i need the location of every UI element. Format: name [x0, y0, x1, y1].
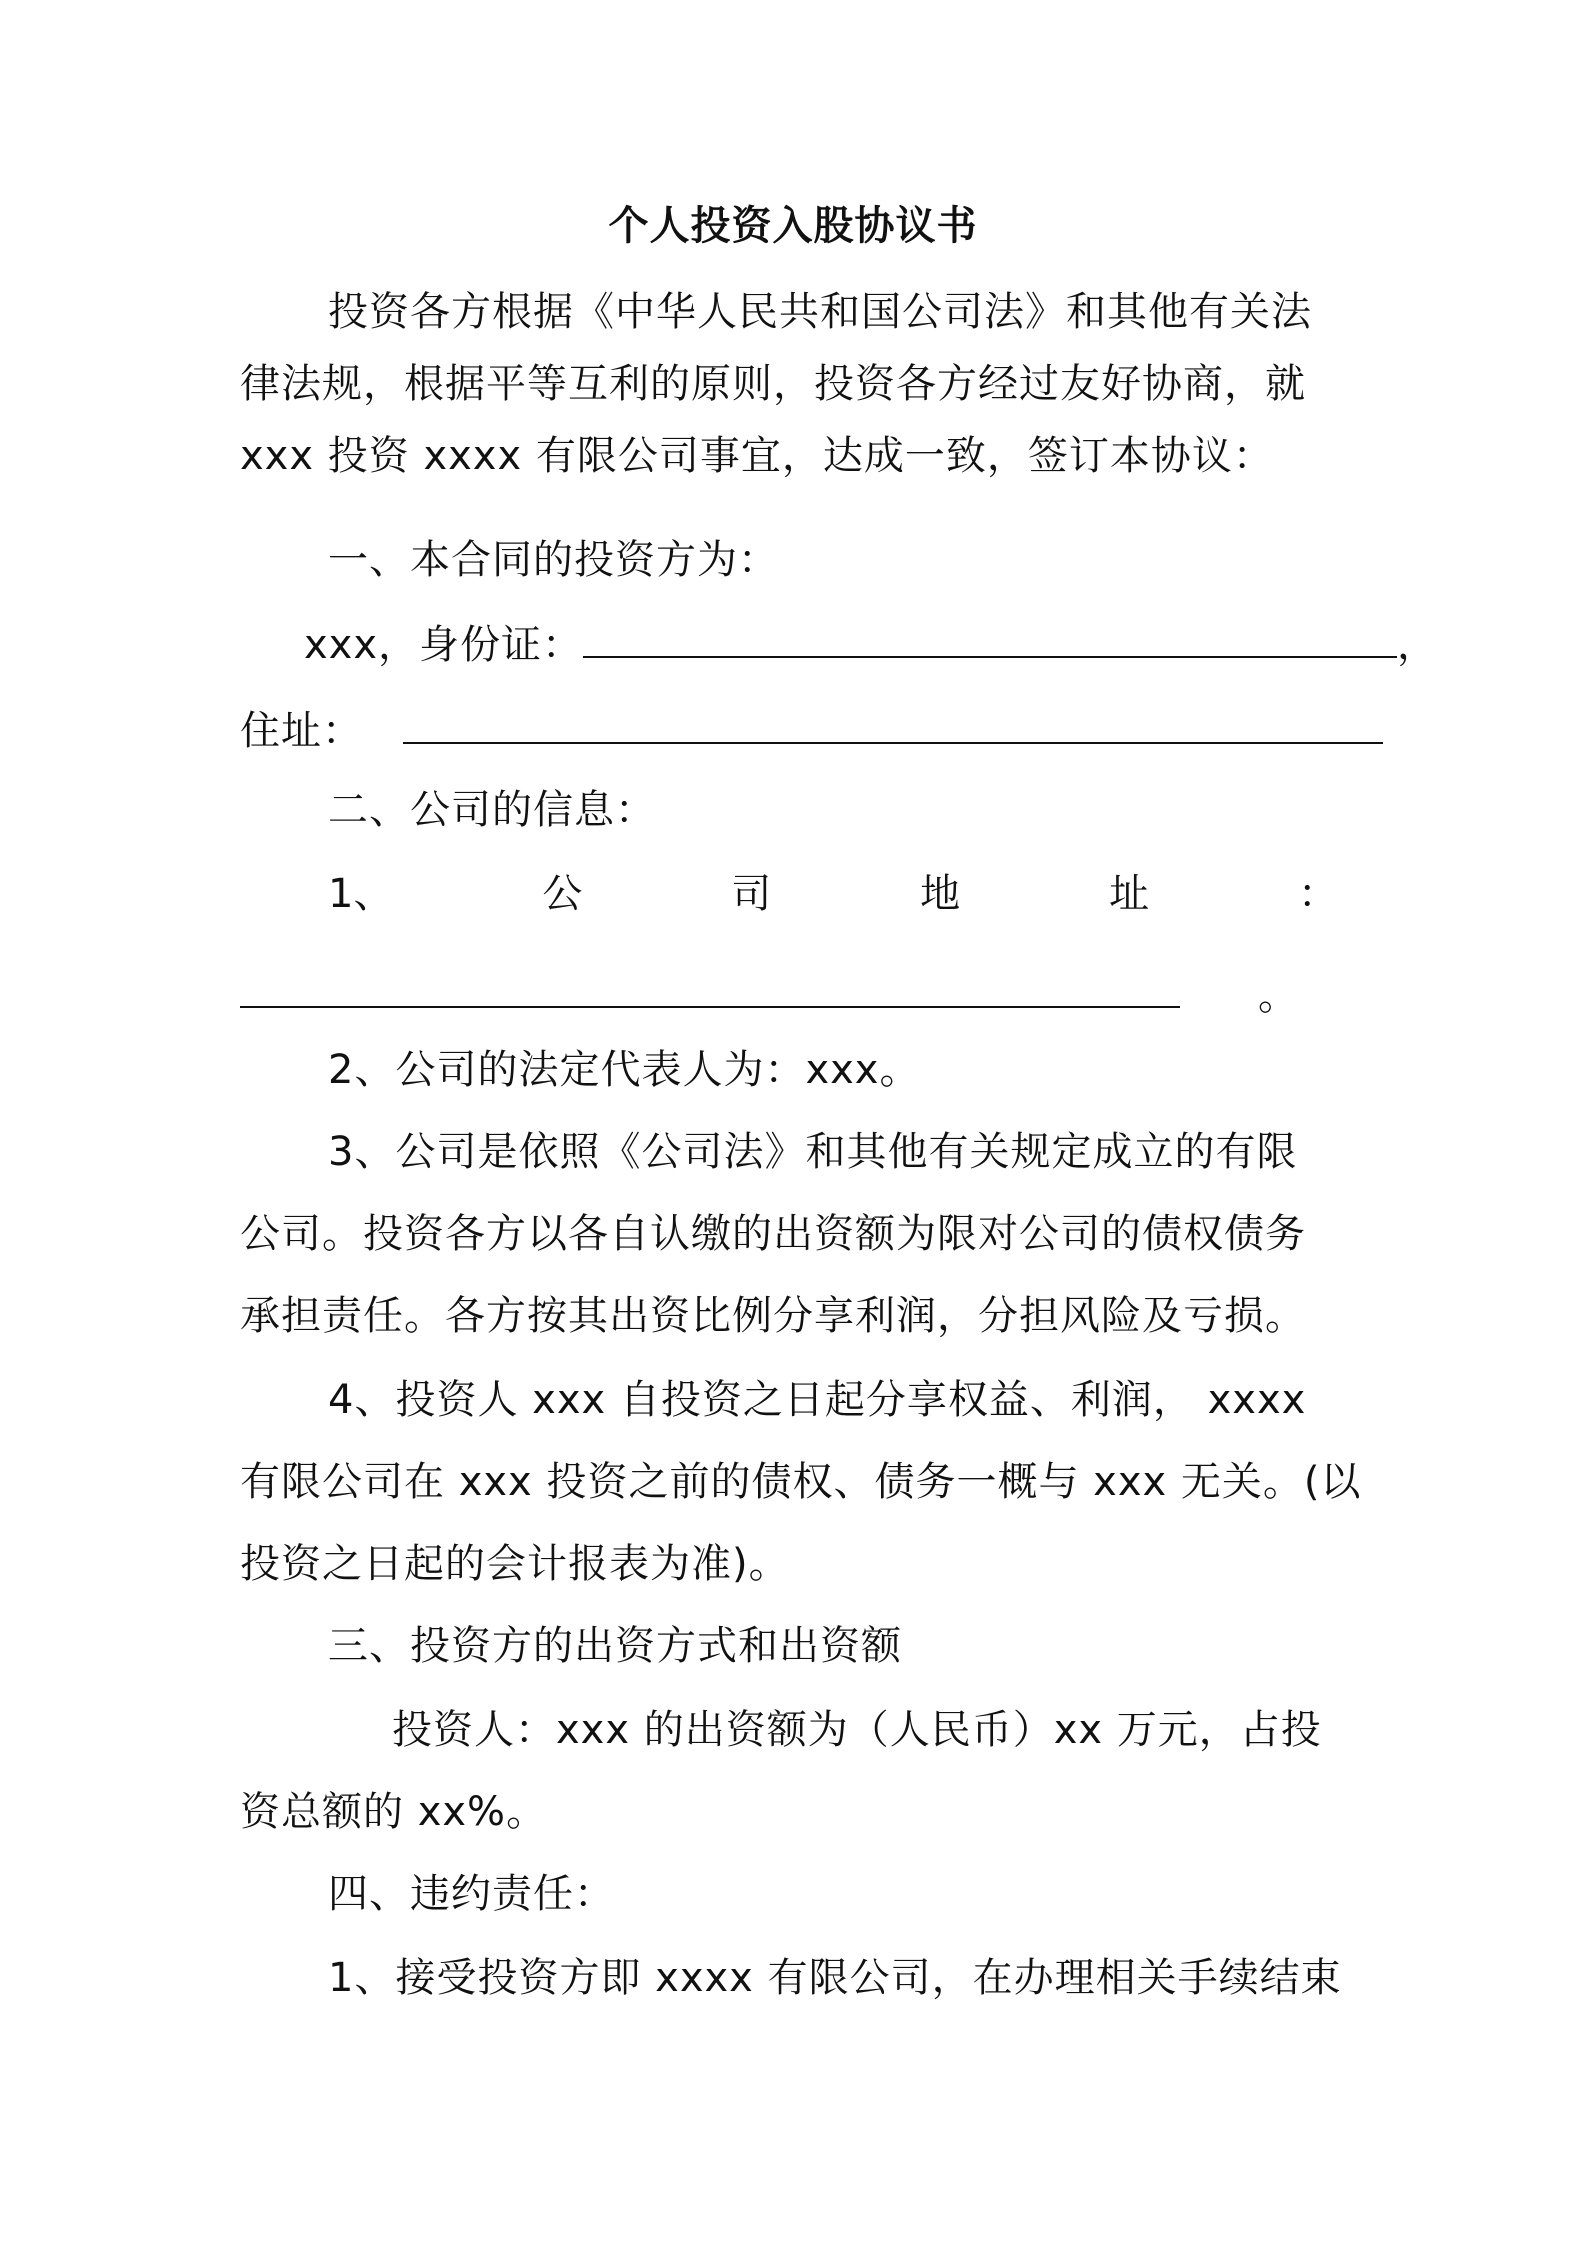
item1-part-6: ： [1297, 871, 1338, 917]
investor-id-label: xxx，身份证： [304, 622, 584, 668]
section2-item4-line3: 投资之日起的会计报表为准)。 [240, 1541, 790, 1587]
section2-heading: 二、公司的信息： [328, 787, 656, 833]
section4-item1-line1: 1、接受投资方即 xxxx 有限公司，在办理相关手续结束 [328, 1955, 1342, 2001]
section3-line2: 资总额的 xx%。 [240, 1789, 548, 1835]
intro-line-2: 律法规，根据平等互利的原则，投资各方经过友好协商，就 [240, 361, 1306, 407]
section1-heading: 一、本合同的投资方为： [328, 537, 779, 583]
company-address-label-row [328, 864, 1338, 924]
investor-comma: ， [1397, 622, 1439, 668]
company-address-period: 。 [1258, 973, 1298, 1019]
document-title: 个人投资入股协议书 [608, 203, 978, 249]
section4-heading: 四、违约责任： [328, 1871, 615, 1917]
item1-part-1: 1、 [328, 871, 394, 917]
section2-item3-line2: 公司。投资各方以各自认缴的出资额为限对公司的债权债务 [240, 1211, 1306, 1257]
id-number-blank[interactable] [583, 612, 1397, 658]
section3-heading: 三、投资方的出资方式和出资额 [328, 1623, 902, 1669]
section2-item4-line2: 有限公司在 xxx 投资之前的债权、债务一概与 xxx 无关。(以 [240, 1459, 1362, 1505]
address-blank[interactable] [403, 698, 1383, 744]
item1-part-2: 公 [542, 871, 583, 917]
section2-item2: 2、公司的法定代表人为：xxx。 [328, 1047, 921, 1093]
company-address-blank[interactable] [240, 1006, 1180, 1008]
address-row [240, 698, 1360, 761]
item1-part-5: 址 [1109, 871, 1150, 917]
section3-line1: 投资人：xxx 的出资额为（人民币）xx 万元，占投 [392, 1707, 1322, 1753]
intro-line-1: 投资各方根据《中华人民共和国公司法》和其他有关法 [328, 289, 1312, 335]
intro-line-3: xxx 投资 xxxx 有限公司事宜，达成一致，签订本协议： [240, 433, 1274, 479]
section2-item4-line1: 4、投资人 xxx 自投资之日起分享权益、利润， xxxx [328, 1377, 1307, 1423]
investor-id-row [240, 612, 1439, 675]
item1-part-3: 司 [731, 871, 772, 917]
section2-item3-line3: 承担责任。各方按其出资比例分享利润，分担风险及亏损。 [240, 1293, 1306, 1339]
item1-part-4: 地 [920, 871, 961, 917]
address-label: 住址： [240, 708, 363, 754]
section2-item3-line1: 3、公司是依照《公司法》和其他有关规定成立的有限 [328, 1129, 1298, 1175]
